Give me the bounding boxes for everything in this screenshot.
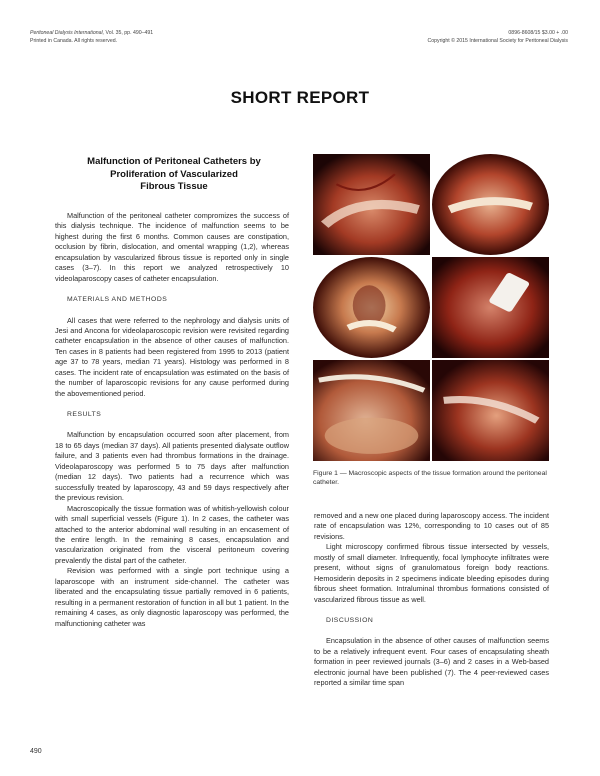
article-title-line: Proliferation of Vascularized bbox=[110, 168, 238, 180]
results-paragraph: Light microscopy confirmed fibrous tissue intersected by vessels, mostly of small diameter. Infrequently, focal lymphocyte infiltrates were present, without signs of granulomatous foreign body reactions. Hemosiderin deposits in 2 specimens indicate bleeding episodes during fibrous sheet formation. Intraluminal thrombus formations consisted of vascularized fibrous tissue as well. bbox=[314, 542, 549, 604]
volume-pages: Vol. 35, pp. 490–491 bbox=[104, 30, 154, 36]
endoscopy-image bbox=[313, 257, 430, 358]
running-header-left bbox=[30, 30, 153, 45]
results-paragraph: Revision was performed with a single port technique using a laparoscope with an instrument side-channel. The catheter was liberated and the encapsulating tissue partially removed in 6 patients, resulting in a permanent restoration of function in all but 1 patient. In the remaining 4 cases, as only diagnostic laparoscopy was performed, the malfunctioning catheter was bbox=[55, 566, 289, 628]
endoscopy-image bbox=[432, 257, 549, 358]
endoscopy-image bbox=[313, 360, 430, 461]
article-title-line: Fibrous Tissue bbox=[140, 181, 208, 192]
results-heading: RESULTS bbox=[67, 410, 102, 418]
endoscopy-image bbox=[313, 154, 430, 255]
page-number: 490 bbox=[30, 748, 42, 755]
results-paragraph: Macroscopically the tissue formation was of whitish-yellowish colour with small superficial vessels (Figure 1). In 2 cases, the catheter was attached to the anterior abdominal wall resulting in an encasement of the entire length. In the remaining 8 cases, encapsulation and vascularization originated from the visceral peritoneum covering prevalently the distal part of the catheter. bbox=[55, 503, 289, 565]
methods-heading: MATERIALS AND METHODS bbox=[67, 295, 168, 303]
copyright: Copyright © 2015 International Society for Peritoneal Dialysis bbox=[427, 37, 568, 44]
right-column bbox=[314, 511, 549, 689]
running-header-right bbox=[428, 30, 569, 45]
results-paragraph: Malfunction by encapsulation occurred soon after placement, from 18 to 65 days (median 37 days). All patients presented dialysate outflow failure, and 3 patients even had thrombus formations in the drainage. Videolaparoscopy was performed 5 to 75 days after malfunction (median 12 days). Two patients had a recurrence which was successfully treated by laparoscopy, 43 and 59 days respectively after the previous revision. bbox=[55, 430, 289, 503]
figure-caption: Figure 1 — Macroscopic aspects of the tissue formation around the peritoneal catheter. bbox=[313, 470, 547, 487]
discussion-paragraph: Encapsulation in the absence of other causes of malfunction seems to be a relatively infrequent event. Four cases of encapsulating sheath formation in peer reviewed journals (3–6) and 2 cases in a Web-based electronic journal have been published (7). The 4 peer-reviewed cases reported a similar time span bbox=[314, 636, 549, 688]
issn: 0896-8608/15 $3.00 + .00 bbox=[508, 30, 568, 36]
figure-1 bbox=[313, 154, 549, 461]
article-title bbox=[58, 156, 290, 194]
printed-note: Printed in Canada. All rights reserved. bbox=[30, 37, 118, 44]
results-paragraph-continued: removed and a new one placed during laparoscopy access. The incident rate of encapsulation was 12%, corresponding to 10 cases out of 85 revisions. bbox=[314, 511, 549, 541]
intro-paragraph: Malfunction of the peritoneal catheter compromizes the success of this dialysis technique. The incidence of malfunction seems to be highest during the first 6 months. Common causes are constipation, occlusion by fibrin, dislocation, and omental wrapping (1,2), whereas encapsulation by vascularized fibrous tissue is reported only in single cases (3–7). In this report we analyzed retrospectively 10 videolaparoscopy cases of catheter encapsulation. bbox=[55, 211, 289, 283]
discussion-heading: DISCUSSION bbox=[326, 616, 374, 624]
article-title-line: Malfunction of Peritoneal Catheters by bbox=[87, 156, 261, 167]
journal-name: Peritoneal Dialysis International, bbox=[30, 30, 105, 36]
methods-paragraph: All cases that were referred to the nephrology and dialysis units of Jesi and Ancona for videolaparoscopic revision were revisited regarding catheter encapsulation in the absence of other causes of malfunction. Ten cases in 8 patients had been registered from 1995 to 2013 (patient age 37 to 78 years, median 71 years). Histology was performed in 8 cases. The incident rate of encapsulation was estimated on the basis of the number of laparoscopic revisions for any cause performed during the abovementioned period. bbox=[55, 315, 289, 398]
endoscopy-image bbox=[432, 360, 549, 461]
endoscopy-image bbox=[432, 154, 549, 255]
section-title: SHORT REPORT bbox=[230, 88, 370, 107]
left-column bbox=[55, 211, 289, 629]
